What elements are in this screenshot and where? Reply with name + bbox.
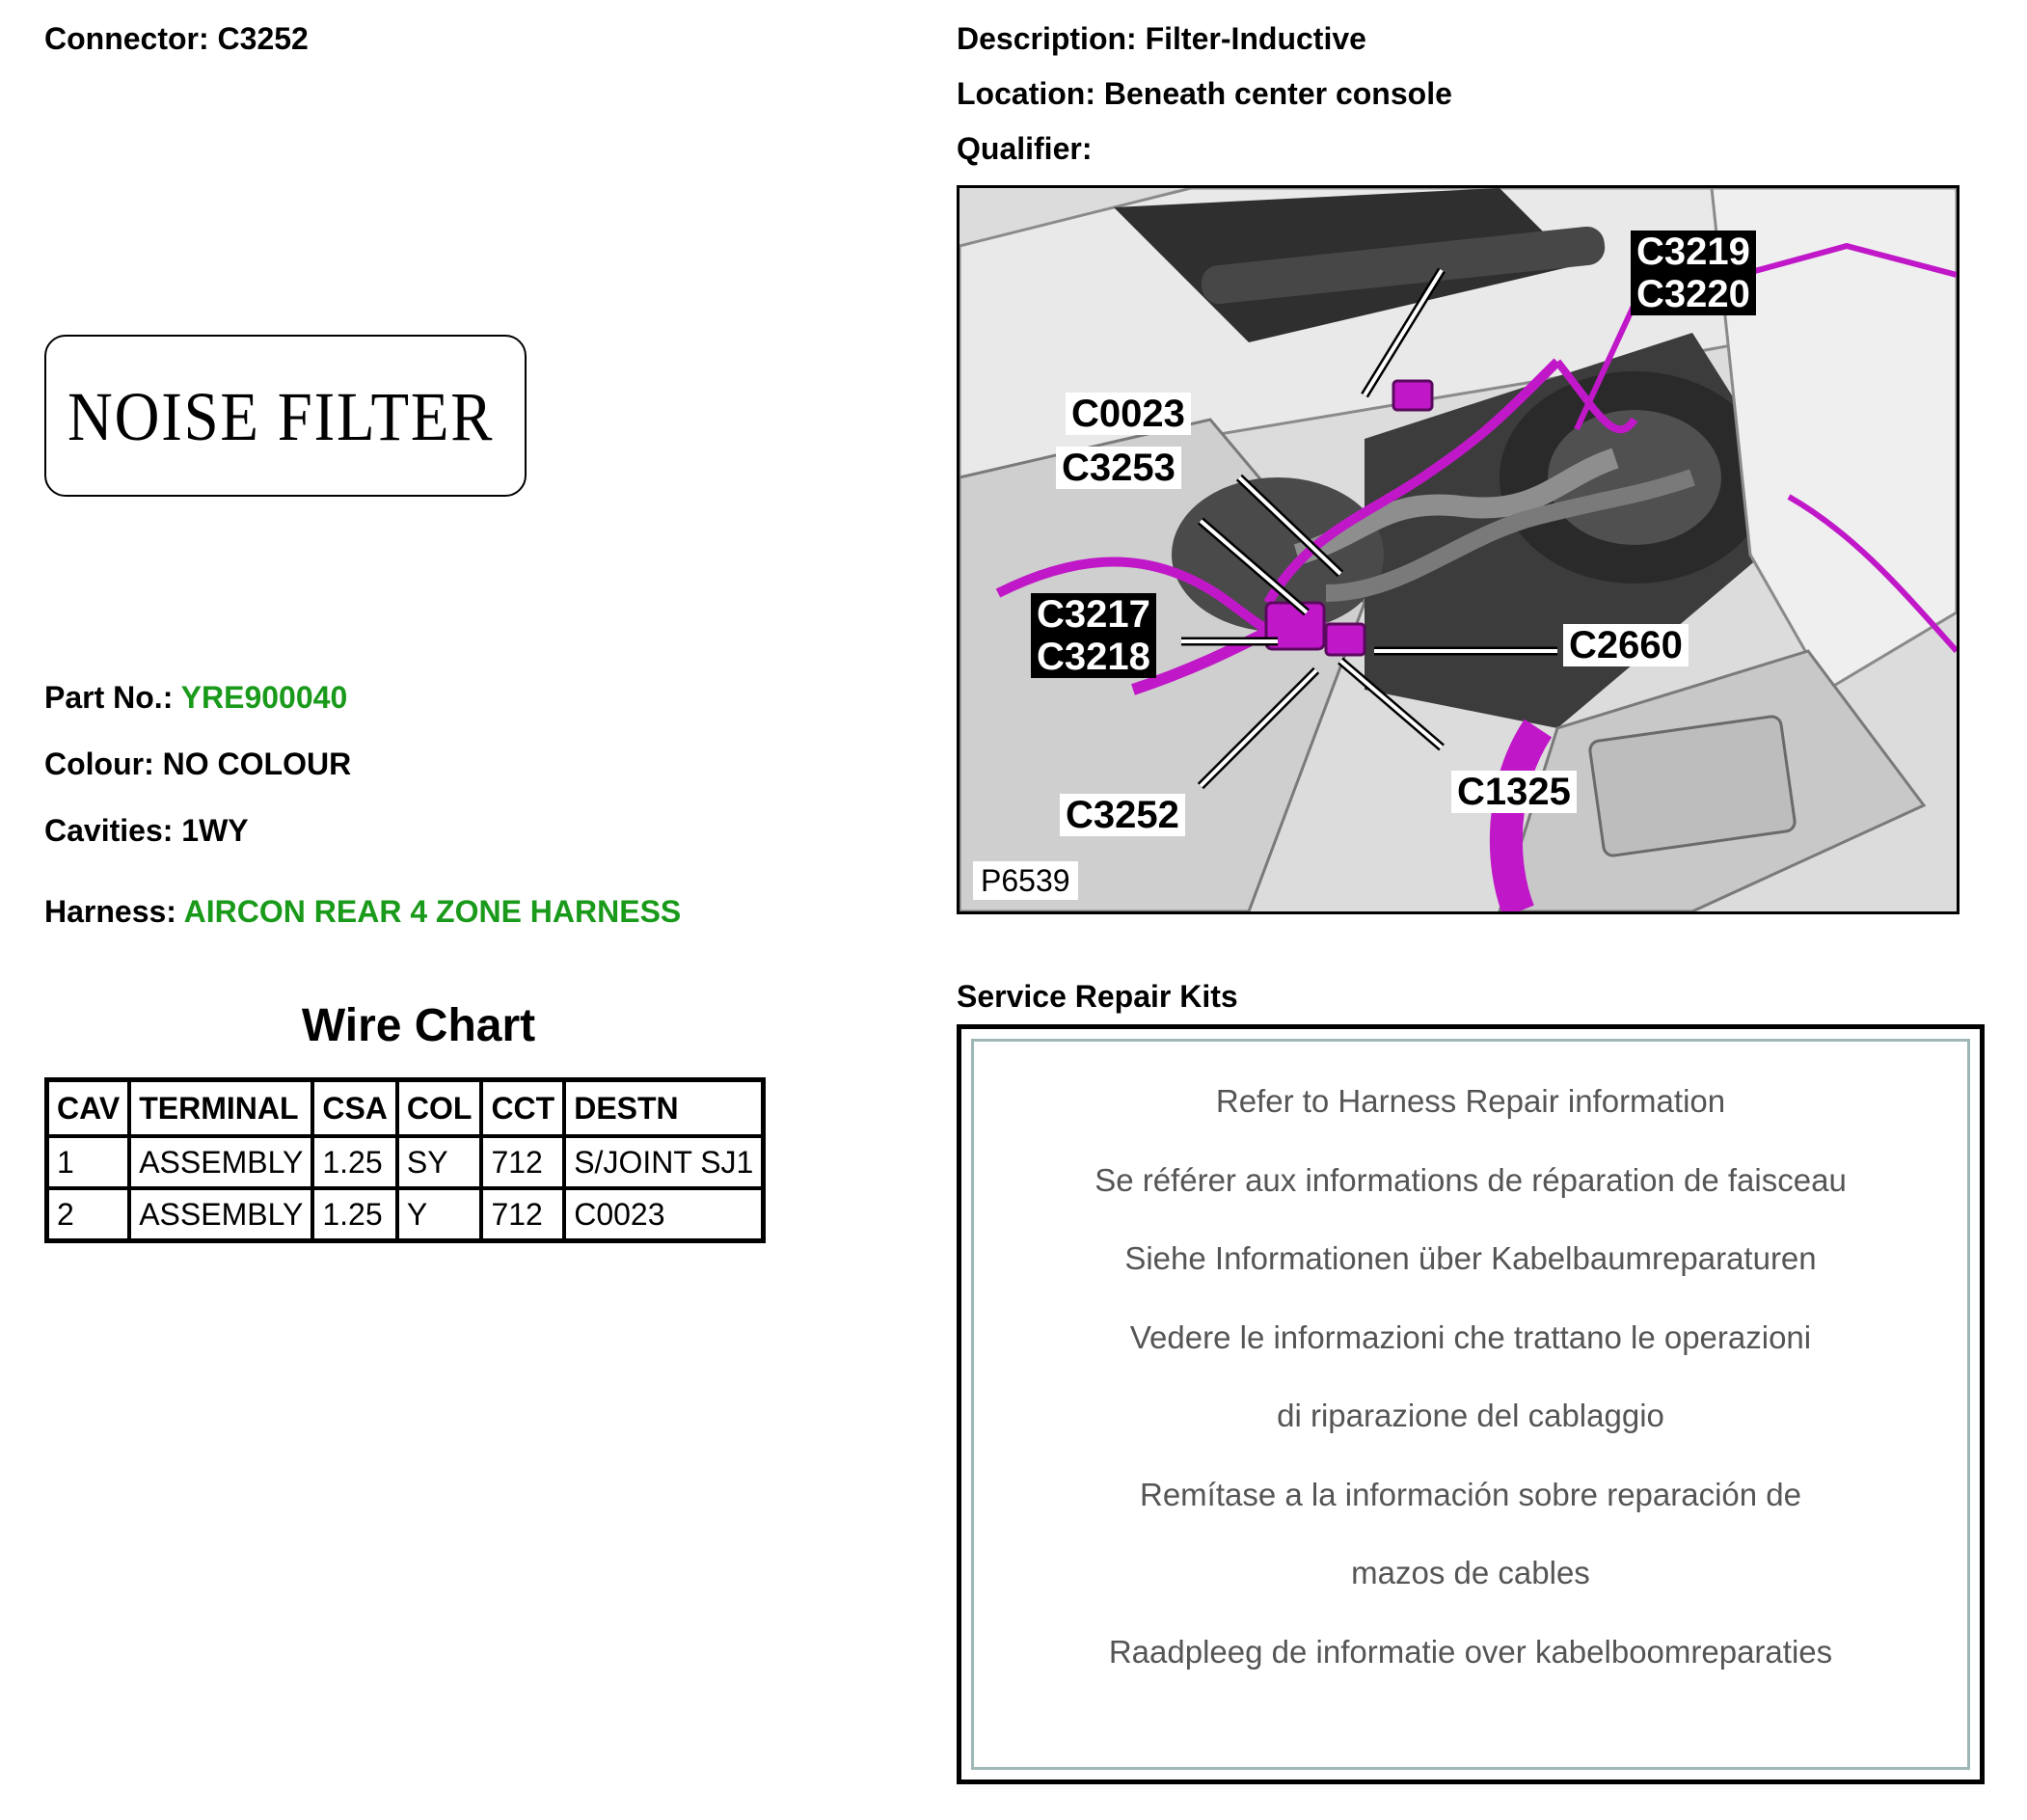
connector-graphic: [44, 335, 527, 497]
col-header-terminal: TERMINAL: [129, 1080, 312, 1137]
location-photo: [957, 185, 1959, 914]
location-value: Beneath center console: [1103, 76, 1452, 111]
harness-field: [44, 894, 681, 930]
callout-c3253: C3253: [1056, 447, 1181, 489]
callout-c1325: C1325: [1451, 771, 1577, 813]
cell-cav: 1: [47, 1136, 130, 1188]
callout-c3220: C3220: [1631, 273, 1756, 315]
col-header-col: COL: [397, 1080, 482, 1137]
connector-field: [44, 21, 309, 57]
srk-line: Se référer aux informations de réparation de faisceau: [1095, 1161, 1847, 1198]
srk-line: di riparazione del cablaggio: [1277, 1398, 1664, 1433]
service-repair-kits-box: [957, 1024, 1985, 1784]
harness-link[interactable]: AIRCON REAR 4 ZONE HARNESS: [183, 894, 682, 929]
cell-terminal: ASSEMBLY: [129, 1188, 312, 1241]
cell-destn: S/JOINT SJ1: [564, 1136, 764, 1188]
cell-cct: 712: [481, 1188, 564, 1241]
qualifier-field: [957, 131, 1092, 167]
connector-graphic-text: NOISE FILTER: [68, 378, 495, 455]
srk-line: Vedere le informazioni che trattano le operazioni: [1129, 1318, 1812, 1355]
qualifier-label: Qualifier:: [957, 131, 1093, 166]
cell-csa: 1.25: [312, 1136, 397, 1188]
srk-line: Siehe Informationen über Kabelbaumreparaturen: [1124, 1240, 1817, 1276]
colour-value: NO COLOUR: [162, 747, 352, 781]
part-no-field: [44, 680, 347, 716]
callout-c2660: C2660: [1563, 624, 1689, 666]
callout-c3252: C3252: [1060, 794, 1185, 836]
wire-chart-table: [44, 1077, 766, 1243]
description-value: Filter-Inductive: [1145, 21, 1366, 56]
cell-cav: 2: [47, 1188, 130, 1241]
callout-c3217: C3217: [1031, 593, 1156, 636]
service-repair-kits-title: Service Repair Kits: [957, 979, 1238, 1014]
srk-line: mazos de cables: [1351, 1555, 1590, 1590]
colour-label: Colour:: [44, 747, 154, 781]
part-no-link[interactable]: YRE900040: [180, 680, 348, 715]
service-repair-kits-text: [974, 1078, 1967, 1707]
col-header-csa: CSA: [312, 1080, 397, 1137]
connector-label: Connector:: [44, 21, 209, 56]
col-header-cct: CCT: [481, 1080, 564, 1137]
wire-chart-header-row: [47, 1080, 764, 1137]
cavities-value: 1WY: [181, 813, 249, 848]
wire-chart-title: Wire Chart: [301, 1000, 536, 1051]
cavities-field: [44, 813, 249, 849]
col-header-cav: CAV: [47, 1080, 130, 1137]
table-row: [47, 1136, 764, 1188]
col-header-destn: DESTN: [564, 1080, 764, 1137]
cell-destn: C0023: [564, 1188, 764, 1241]
callout-c3219: C3219: [1631, 231, 1756, 273]
srk-line: Refer to Harness Repair information: [1215, 1083, 1726, 1119]
photo-id: P6539: [973, 861, 1078, 900]
colour-field: [44, 747, 351, 782]
part-no-label: Part No.:: [44, 680, 174, 715]
location-label: Location:: [957, 76, 1095, 111]
cell-col: SY: [397, 1136, 482, 1188]
cavities-label: Cavities:: [44, 813, 174, 848]
description-label: Description:: [957, 21, 1137, 56]
callout-c3218: C3218: [1031, 636, 1156, 678]
connector-value: C3252: [217, 21, 309, 56]
cell-terminal: ASSEMBLY: [129, 1136, 312, 1188]
table-row: [47, 1188, 764, 1241]
description-field: [957, 21, 1366, 57]
srk-line: Remítase a la información sobre reparación de: [1139, 1476, 1802, 1512]
harness-label: Harness:: [44, 894, 176, 929]
cell-cct: 712: [481, 1136, 564, 1188]
location-field: [957, 76, 1452, 112]
callout-c0023: C0023: [1066, 393, 1191, 435]
cell-col: Y: [397, 1188, 482, 1241]
service-repair-kits-inner: [971, 1039, 1970, 1770]
cell-csa: 1.25: [312, 1188, 397, 1241]
srk-line: Raadpleeg de informatie over kabelboomreparaties: [1108, 1633, 1833, 1670]
